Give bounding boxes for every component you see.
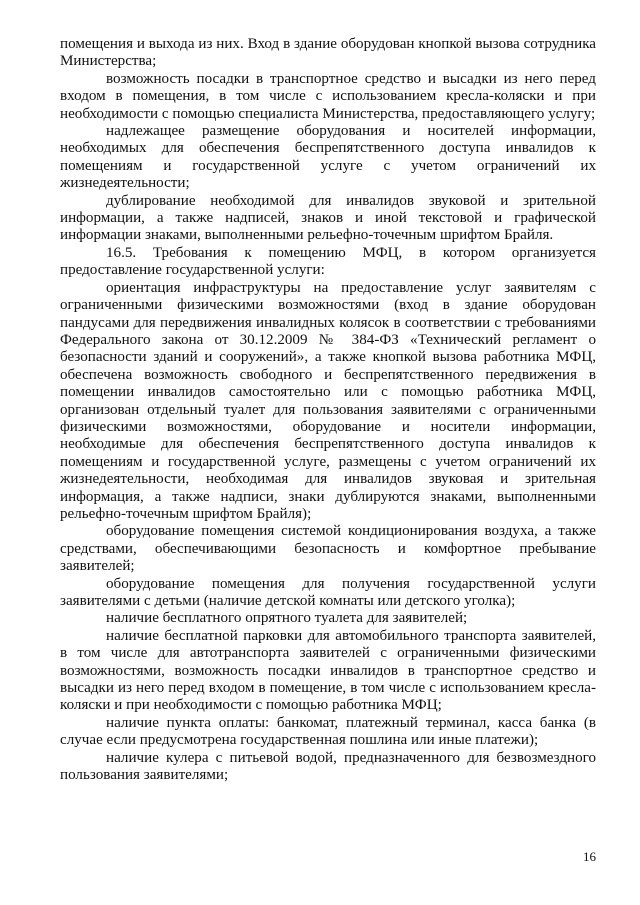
section-heading: 16.5. Требования к помещению МФЦ, в котором организуется предоставление государственной услуги: — [60, 244, 596, 279]
paragraph: надлежащее размещение оборудования и носителей информации, необходимых для обеспечения беспрепятственного доступа инвалидов к помещениям и государственной услуге с учетом ограничений их жизнедеятельности; — [60, 123, 596, 192]
document-page — [60, 36, 596, 784]
paragraph: оборудование помещения для получения государственной услуги заявителями с детьми (наличие детской комнаты или детского уголка); — [60, 575, 596, 609]
paragraph: ориентация инфраструктуры на предоставление услуг заявителям с ограниченными физическими возможностями (вход в здание оборудован пандусами для передвижения инвалидных колясок в соответствии с требованиями Федерального закона от 30.12.2009 № 384-ФЗ «Технический регламент о безопасности зданий и сооружений», а также кнопкой вызова работника МФЦ, обеспечена возможность свободного и беспрепятственного передвижения в помещении инвалидов самостоятельно или с помощью работника МФЦ, организован отдельный туалет для пользования заявителями с ограниченными физическими возможностями, оборудование и носители информации, необходимые для обеспечения беспрепятственного доступа инвалидов к помещениям и государственной услуге, размещены с учетом ограничений их жизнедеятельности, необходимая для инвалидов звуковая и зрительная информация, а также надписи, знаки дублируются знаками, выполненными рельефно-точечным шрифтом Брайля); — [60, 279, 596, 522]
paragraph: наличие пункта оплаты: банкомат, платежный терминал, касса банка (в случае если предусмотрена государственная пошлина или иные платежи); — [60, 714, 596, 749]
page-number: 16 — [583, 849, 596, 864]
paragraph: оборудование помещения системой кондиционирования воздуха, а также средствами, обеспечивающими безопасность и комфортное пребывание заявителей; — [60, 523, 596, 575]
paragraph: наличие бесплатной парковки для автомобильного транспорта заявителей, в том числе для автотранспорта заявителей с ограниченными физическими возможностями, возможность посадки инвалидов в транспортное средство и высадки из него перед входом в помещение, в том числе с использованием кресла-коляски и при необходимости с помощью работника МФЦ; — [60, 627, 596, 714]
paragraph: помещения и выхода из них. Вход в здание оборудован кнопкой вызова сотрудника Министерства; — [60, 36, 596, 70]
paragraph: возможность посадки в транспортное средство и высадки из него перед входом в помещения, в том числе с использованием кресла-коляски и при необходимости с помощью специалиста Министерства, предоставляющего услугу; — [60, 70, 596, 122]
paragraph: наличие кулера с питьевой водой, предназначенного для безвозмездного пользования заявителями; — [60, 749, 596, 784]
paragraph: наличие бесплатного опрятного туалета для заявителей; — [106, 610, 468, 627]
paragraph: дублирование необходимой для инвалидов звуковой и зрительной информации, а также надписей, знаков и иной текстовой и графической информации знаками, выполненными рельефно-точечным шрифтом Брайля. — [60, 192, 596, 244]
